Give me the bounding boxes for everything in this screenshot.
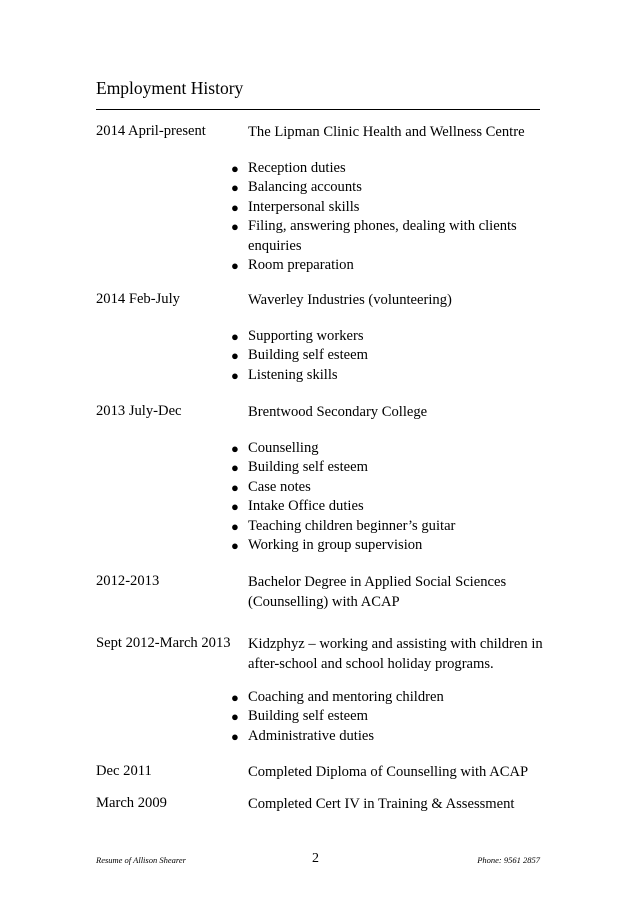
list-item: ● Coaching and mentoring children [96, 688, 548, 707]
bullet-icon: ● [231, 518, 239, 534]
heading-rule [96, 109, 540, 110]
entry-title: Waverley Industries (volunteering) [248, 292, 452, 308]
employment-entry [96, 290, 548, 385]
entry-date: Sept 2012-March 2013 [96, 635, 231, 651]
list-item: ● Building self esteem [96, 458, 548, 477]
entry-date: 2014 April-present [96, 123, 206, 139]
section-heading: Employment History [96, 78, 244, 98]
bullet-icon: ● [231, 367, 239, 383]
bullet-icon: ● [231, 441, 239, 456]
list-item: ● Working in group supervision [96, 536, 548, 555]
page-number: 2 [312, 851, 319, 866]
list-item: ● Counselling [96, 439, 548, 458]
entry-title: Completed Diploma of Counselling with ACAP [248, 764, 529, 780]
list-item: ● Interpersonal skills [96, 198, 548, 217]
bullet-icon: ● [231, 258, 239, 274]
list-item: ● Filing, answering phones, dealing with clients enquiries [231, 218, 517, 254]
employment-entry [96, 634, 548, 746]
duty-list [96, 327, 548, 385]
list-item: ● Building self esteem [96, 707, 548, 726]
bullet-icon: ● [231, 219, 239, 235]
entry-title: The Lipman Clinic Health and Wellness Centre [248, 124, 525, 140]
employment-entry [96, 794, 548, 814]
entry-date: 2013 July-Dec [96, 403, 182, 419]
bullet-icon: ● [231, 199, 239, 215]
entry-title: Brentwood Secondary College [248, 404, 428, 420]
list-item: ● Balancing accounts [96, 178, 548, 197]
list-item: ● Administrative duties [96, 727, 548, 746]
bullet-icon: ● [231, 690, 239, 705]
list-item: ● Reception duties [96, 159, 548, 178]
employment-entry [96, 122, 548, 275]
duty-list [96, 439, 548, 555]
footer-resume-name: Resume of Allison Shearer [96, 855, 186, 865]
bullet-icon: ● [231, 329, 239, 344]
list-item: ● Room preparation [96, 256, 548, 275]
list-item: ● Building self esteem [96, 346, 548, 365]
entry-title: Kidzphyz – working and assisting with children in after-school and school holiday programs. [248, 636, 543, 672]
duty-list [96, 688, 548, 746]
bullet-icon: ● [231, 709, 239, 725]
duty-list [96, 159, 548, 275]
employment-entry [96, 572, 548, 612]
entry-date: Dec 2011 [96, 763, 152, 779]
list-item: ● Teaching children beginner’s guitar [96, 517, 548, 536]
bullet-icon: ● [231, 728, 239, 744]
list-item: ● Listening skills [96, 366, 548, 385]
entry-date: 2014 Feb-July [96, 291, 180, 307]
footer-phone: Phone: 9561 2857 [477, 855, 540, 865]
bullet-icon: ● [231, 460, 239, 476]
bullet-icon: ● [231, 161, 239, 176]
bullet-icon: ● [231, 499, 239, 515]
list-item: ● Case notes [96, 478, 548, 497]
entry-title: Completed Cert IV in Training & Assessment [248, 796, 515, 812]
employment-entry [96, 762, 548, 782]
list-item: ● Intake Office duties [96, 497, 548, 516]
entry-date: March 2009 [96, 795, 167, 811]
bullet-icon: ● [231, 479, 239, 495]
entry-date: 2012-2013 [96, 573, 160, 589]
bullet-icon: ● [231, 180, 239, 196]
list-item: ● Supporting workers [96, 327, 548, 346]
bullet-icon: ● [231, 348, 239, 364]
employment-entry [96, 402, 548, 555]
bullet-icon: ● [231, 538, 239, 554]
entry-title: Bachelor Degree in Applied Social Sciences (Counselling) with ACAP [248, 574, 507, 610]
